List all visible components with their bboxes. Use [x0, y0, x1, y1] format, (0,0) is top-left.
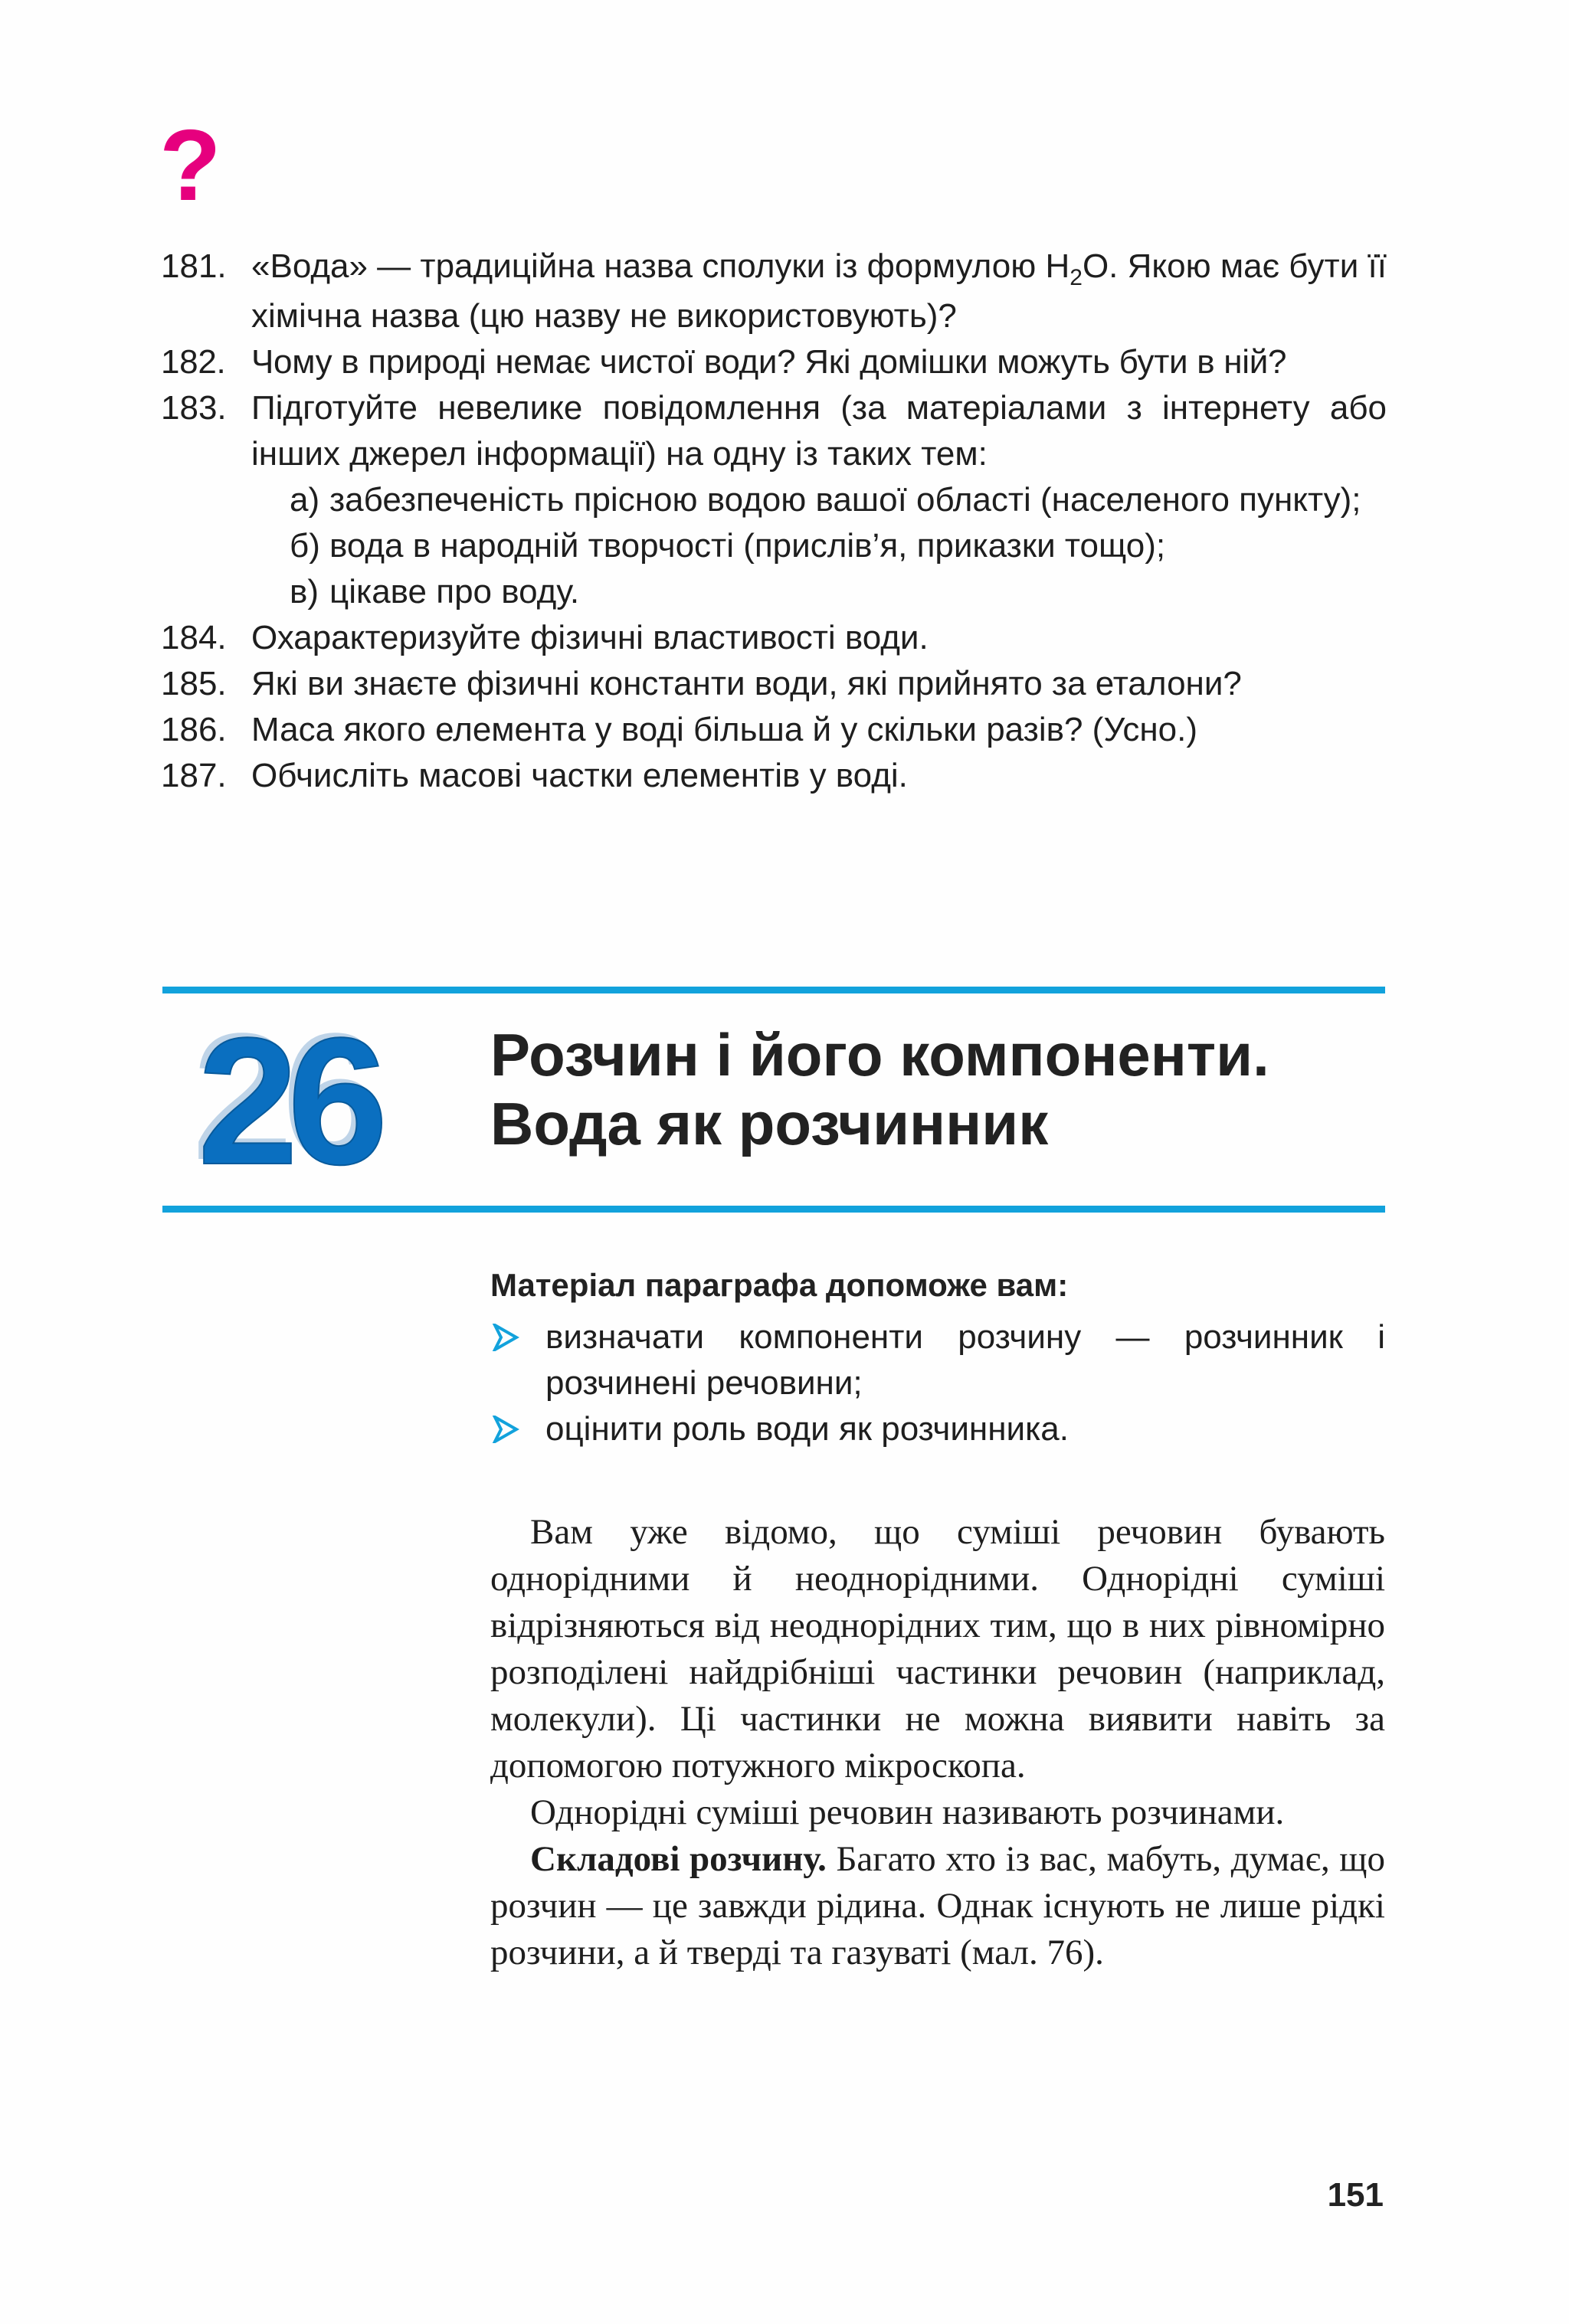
paragraph-text: Багато хто із вас, мабуть, думає, що розчин — це завжди рідина. Однак існують не лише рідкі розчини, а й тверді та газуваті (мал. 76).: [490, 1839, 1385, 1972]
chapter-top-rule: [162, 987, 1385, 993]
questions-list: [161, 244, 1387, 799]
paragraph: Вам уже відомо, що суміші речовин бувають однорідними й неоднорідними. Однорідні суміші відрізняються від неоднорідних тим, що в них рівномірно розподілені найдрібніші частинки речовин (наприклад, молекули). Ці частинки не можна виявити навіть за допомогою потужного мікроскопа.: [490, 1512, 1385, 1786]
question-text: Маса якого елемента у воді більша й у скільки разів? (Усно.): [251, 711, 1197, 748]
option-label: в): [290, 573, 319, 610]
question-number: 182.: [161, 343, 226, 381]
question-183: [161, 385, 1387, 477]
question-number: 183.: [161, 389, 227, 427]
question-number: 184.: [161, 619, 227, 656]
option-b: [161, 523, 1387, 569]
question-number: 181.: [161, 247, 227, 285]
question-text-cont: O. Якою має бути її хімічна назва (цю назву не використовують)?: [251, 247, 1387, 335]
option-label: а): [290, 481, 320, 519]
chapter-bottom-rule: [162, 1206, 1385, 1213]
question-text: Охарактеризуйте фізичні властивості води.: [251, 619, 929, 656]
option-text: забезпеченість прісною водою вашої області (населеного пункту);: [329, 481, 1361, 519]
subscript: 2: [1069, 265, 1083, 290]
question-text: Які ви знаєте фізичні константи води, які прийнято за еталони?: [251, 665, 1242, 702]
chevron-right-icon: [492, 1416, 519, 1443]
chapter-title-line2: Вода як розчинник: [490, 1090, 1049, 1157]
goal-item: [490, 1406, 1385, 1452]
question-184: [161, 615, 1387, 661]
option-text: вода в народній творчості (прислів’я, приказки тощо);: [329, 527, 1166, 565]
chapter-number: 26: [198, 1000, 378, 1203]
paragraph: [490, 1836, 1385, 1976]
section-heading: Складові розчину.: [530, 1839, 827, 1879]
option-c: [161, 569, 1387, 615]
page-number: 151: [1327, 2176, 1384, 2214]
goal-text: оцінити роль води як розчинника.: [545, 1410, 1069, 1448]
option-text: цікаве про воду.: [329, 573, 580, 610]
question-number: 186.: [161, 711, 227, 748]
question-181: [161, 244, 1387, 339]
learning-goals: [490, 1262, 1385, 1452]
question-text: Чому в природі немає чистої води? Які домішки можуть бути в ній?: [251, 343, 1287, 381]
goal-item: [490, 1314, 1385, 1406]
question-number: 185.: [161, 665, 227, 702]
option-a: [161, 477, 1387, 523]
chapter-title-line1: Розчин і його компоненти.: [490, 1021, 1269, 1088]
body-text: [490, 1509, 1385, 1976]
question-text: «Вода» — традиційна назва сполуки із формулою H: [251, 247, 1070, 285]
goal-text: визначати компоненти розчину — розчинник і розчинені речовини;: [545, 1318, 1385, 1402]
question-187: [161, 753, 1387, 799]
question-text: Підготуйте невелике повідомлення (за матеріалами з інтернету або інших джерел інформації) на одну із таких тем:: [251, 389, 1387, 473]
question-185: [161, 661, 1387, 707]
chevron-right-icon: [492, 1324, 519, 1351]
question-182: [161, 339, 1387, 385]
question-186: [161, 707, 1387, 753]
question-number: 187.: [161, 757, 227, 794]
question-mark-icon: ?: [159, 109, 221, 221]
chapter-title: [490, 1020, 1379, 1158]
option-label: б): [290, 527, 320, 565]
paragraph: Однорідні суміші речовин називають розчинами.: [530, 1792, 1285, 1832]
goals-heading: Матеріал параграфа допоможе вам:: [490, 1267, 1069, 1303]
question-text: Обчисліть масові частки елементів у воді.: [251, 757, 908, 794]
